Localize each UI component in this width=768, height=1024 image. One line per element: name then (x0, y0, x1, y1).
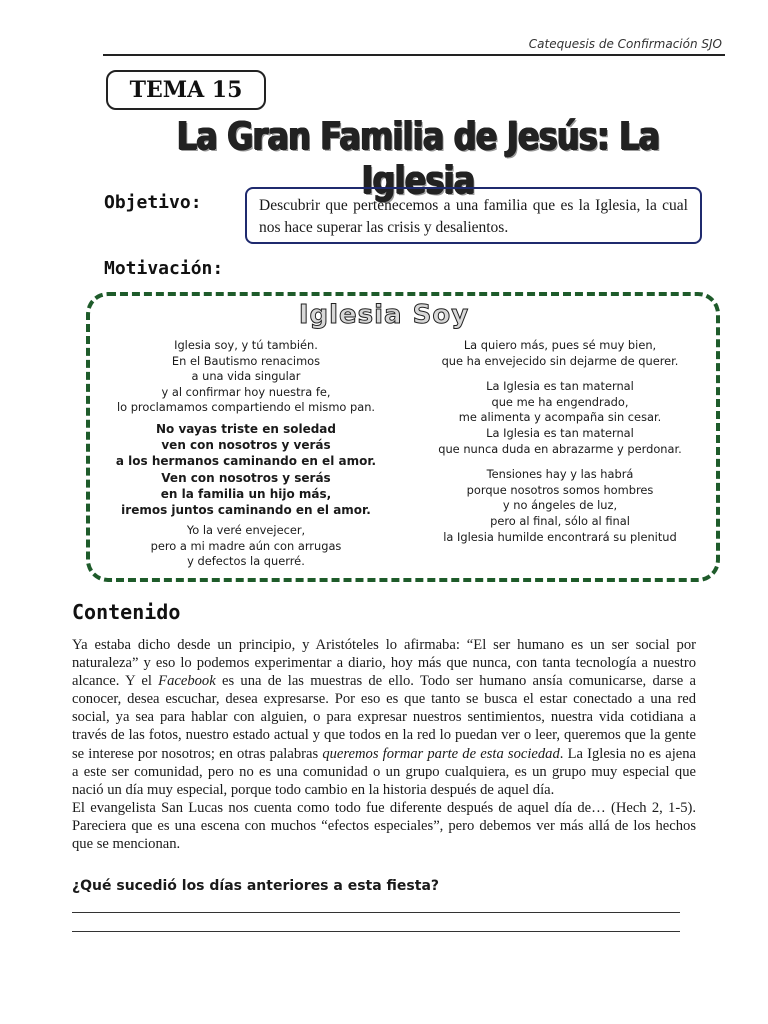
text-run: es una de las muestras de ello. Todo ser humano ansía comunicarse, darse a conocer, desea escuchar, desea expresarse. Por eso es que tanto se busca el estar conectado a una red social, ya sea para hablar con alguien, o para expresar nuestros sentimientos, nuestra vida cotidiana a través de las fotos, nuestro estado actual y que todos en la red lo puedan ver o leer, queremos que la gente se interese por nosotros; en otras palabras (72, 673, 696, 762)
song-column-left (96, 338, 396, 575)
song-line: me alimenta y acompaña sin cesar. (458, 410, 662, 425)
song-column-right (410, 338, 710, 550)
song-line: No vayas triste en soledad (156, 421, 336, 436)
song-line: en la familia un hijo más, (160, 486, 332, 501)
text-run: . La Iglesia no es ajena a este ser comunidad, pero no es una comunidad o un grupo cualquiera, es un grupo muy especial que nació un día muy especial, porque todo cambio en la historia después de aquel día. (72, 745, 696, 798)
song-line: lo proclamamos compartiendo el mismo pan. (116, 400, 376, 415)
objetivo-label: Objetivo: (104, 192, 202, 213)
song-line: ven con nosotros y verás (161, 438, 331, 453)
tema-label: TEMA 15 (106, 70, 266, 110)
text-run-italic: queremos formar parte de esta sociedad (322, 745, 560, 762)
song-line: En el Bautismo renacimos (171, 353, 321, 368)
song-line: pero al final, sólo al final (490, 513, 630, 528)
song-line: Tensiones hay y las habrá (486, 467, 634, 482)
page-title: La Gran Familia de Jesús: La Iglesia (176, 114, 660, 202)
motivacion-label: Motivación: (104, 258, 224, 279)
song-line: porque nosotros somos hombres (466, 482, 654, 497)
song-line: pero a mi madre aún con arrugas (150, 538, 342, 553)
song-stanza (96, 338, 396, 416)
song-line: La quiero más, pues sé muy bien, (463, 338, 657, 352)
header-rule (103, 54, 725, 56)
objetivo-text: Descubrir que pertenecemos a una familia que es la Iglesia, la cual nos hace superar las crisis y desalientos. (259, 197, 688, 236)
song-line: y al confirmar hoy nuestra fe, (161, 384, 331, 399)
text-run: Ya estaba dicho desde un principio, y Aristóteles lo afirmaba: “El ser humano es un ser social por naturaleza” y eso lo podemos experimentar a diario, hoy más que nunca, con tanta tecnología a nuestro alcance. Y el (72, 637, 696, 690)
song-line: Ven con nosotros y serás (161, 470, 331, 485)
song-line: Yo la veré envejecer, (186, 523, 306, 538)
question-prompt: ¿Qué sucedió los días anteriores a esta fiesta? (72, 878, 440, 894)
song-line: a los hermanos caminando en el amor. (115, 454, 377, 469)
text-run-italic: Facebook (158, 673, 216, 690)
song-line: y no ángeles de luz, (502, 498, 618, 513)
song-stanza (410, 338, 710, 369)
song-title: Iglesia Soy (298, 300, 470, 330)
objetivo-box (245, 187, 702, 244)
song-line: Iglesia soy, y tú también. (174, 338, 318, 352)
song-line: La Iglesia es tan maternal (486, 425, 634, 440)
song-stanza (410, 379, 710, 457)
song-line: que ha envejecido sin dejarme de querer. (441, 353, 679, 368)
running-header: Catequesis de Confirmación SJO (528, 37, 722, 51)
answer-line[interactable] (72, 912, 680, 913)
paragraph (72, 636, 696, 799)
song-line: que me ha engendrado, (491, 394, 629, 409)
song-line: que nunca duda en abrazarme y perdonar. (438, 441, 682, 456)
song-line: y defectos la querré. (187, 554, 305, 569)
song-stanza (96, 523, 396, 570)
song-line: iremos juntos caminando en el amor. (121, 502, 371, 517)
song-stanza (410, 467, 710, 545)
song-line: la Iglesia humilde encontrará su plenitud (443, 529, 677, 544)
contenido-heading: Contenido (72, 600, 181, 624)
contenido-body (72, 636, 696, 853)
song-chorus (96, 421, 396, 518)
paragraph: El evangelista San Lucas nos cuenta como todo fue diferente después de aquel día de… (Hech 2, 1-5). Pareciera que es una escena con muchos “efectos especiales”, pero debemos ver más allá de los hechos que se mencionan. (72, 799, 696, 853)
song-line: a una vida singular (191, 369, 301, 384)
song-line: La Iglesia es tan maternal (486, 379, 634, 394)
answer-line[interactable] (72, 931, 680, 932)
